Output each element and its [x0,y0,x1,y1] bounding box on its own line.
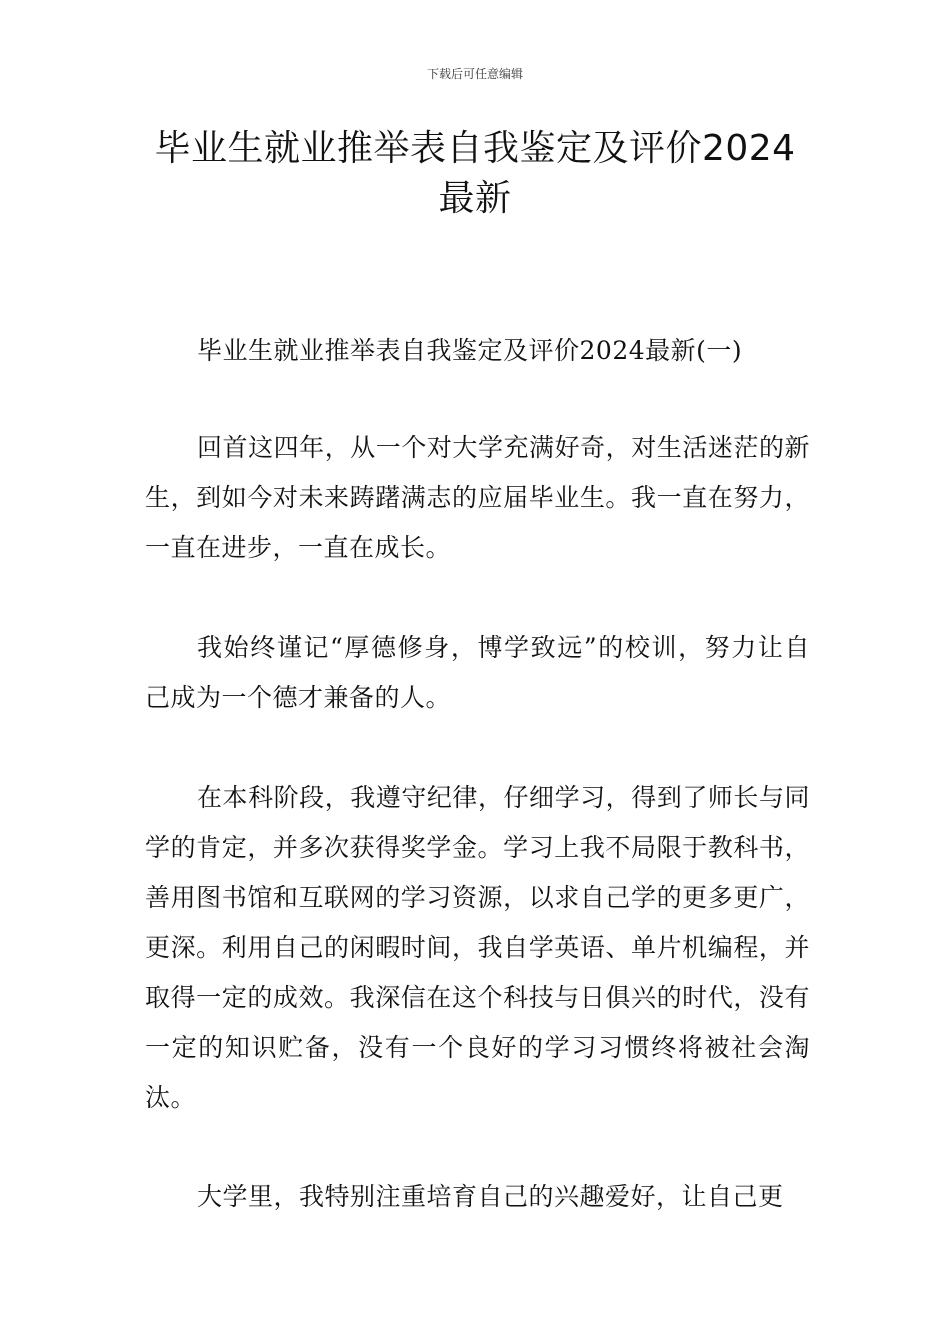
paragraph: 大学里，我特别注重培育自己的兴趣爱好，让自己更 [197,1182,784,1211]
paragraph: 回首这四年，从一个对大学充满好奇，对生活迷茫的新生，到如今对未来踌躇满志的应届毕业生。我一直在努力，一直在进步，一直在成长。 [145,433,810,562]
header-note: 下载后可任意编辑 [426,67,523,81]
document-title: 毕业生就业推举表自我鉴定及评价2024最新 [154,128,796,219]
paragraph: 我始终谨记“厚德修身，博学致远”的校训，努力让自己成为一个德才兼备的人。 [145,633,810,712]
paragraph: 在本科阶段，我遵守纪律，仔细学习，得到了师长与同学的肯定，并多次获得奖学金。学习上我不局限于教科书，善用图书馆和互联网的学习资源，以求自己学的更多更广，更深。利用自己的闲暇时间，我自学英语、单片机编程，并取得一定的成效。我深信在这个科技与日俱兴的时代，没有一定的知识贮备，没有一个良好的学习习惯终将被社会淘汰。 [145,783,810,1112]
section-subtitle: 毕业生就业推举表自我鉴定及评价2024最新(一) [197,336,743,365]
